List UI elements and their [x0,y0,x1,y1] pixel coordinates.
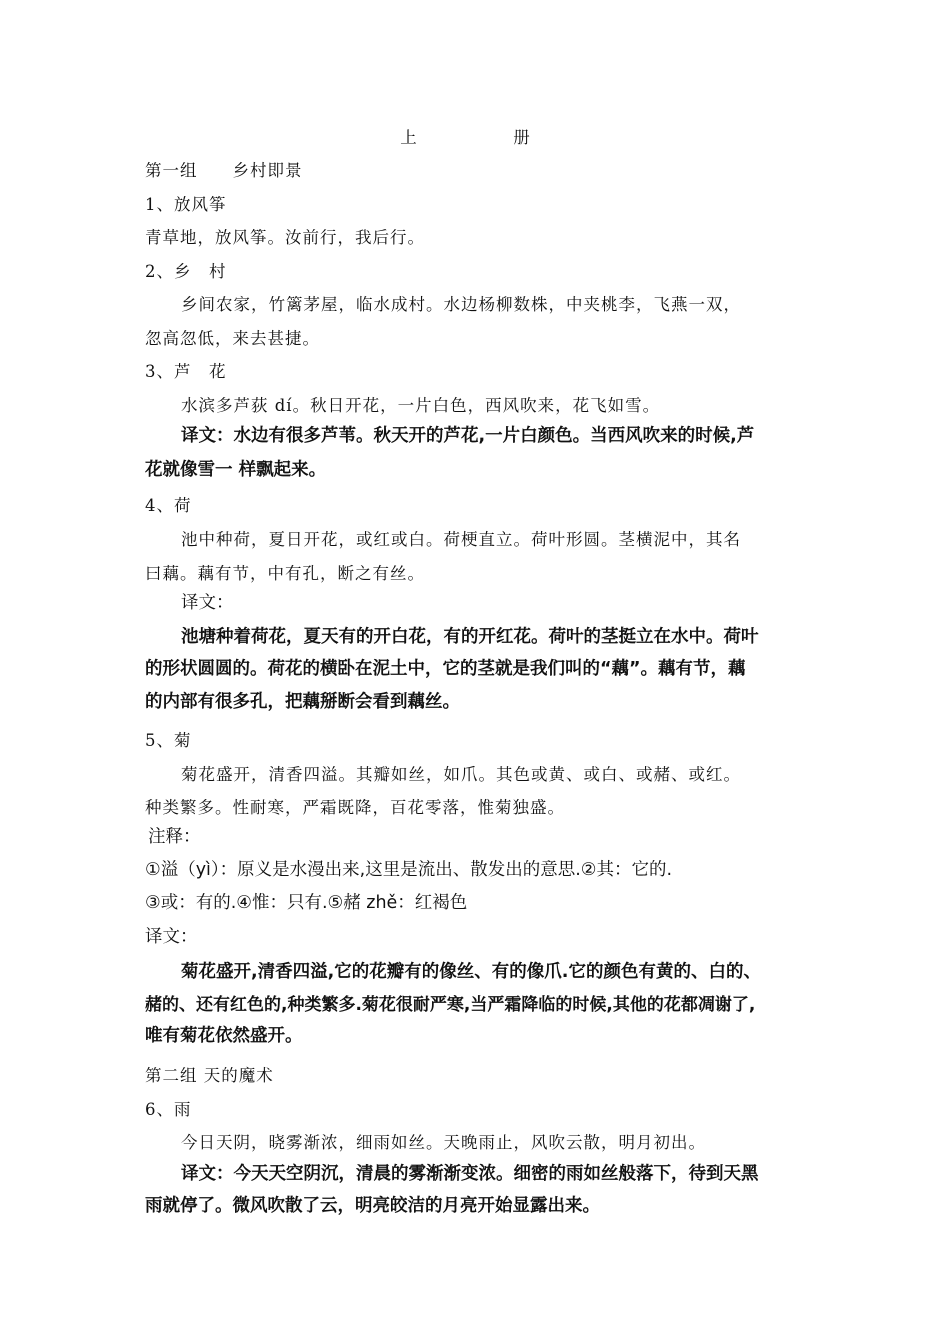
translation-6-line1: 译文：今天天空阴沉，清晨的雾渐渐变浓。细密的雨如丝般落下，待到天黑 [181,1164,759,1184]
lesson-heading-2: 2、乡 村 [145,262,227,281]
lesson-heading-5: 5、菊 [145,731,192,750]
lesson-heading-6: 6、雨 [145,1100,192,1119]
lesson-heading-4: 4、荷 [145,496,192,515]
translation-3-line2: 花就像雪一 样飘起来。 [145,460,327,480]
translation-4-label: 译文： [181,593,234,613]
lesson-text-2-line1: 乡间农家，竹篱茅屋，临水成村。水边杨柳数株，中夹桃李，飞燕一双， [181,295,741,314]
lesson-heading-1: 1、放风筝 [145,195,227,214]
translation-4-line3: 的内部有很多孔，把藕掰断会看到藕丝。 [145,692,460,712]
translation-5-label: 译文： [145,927,198,947]
lesson-text-4-line1: 池中种荷，夏日开花，或红或白。荷梗直立。荷叶形圆。茎横泥中，其名 [181,530,741,549]
lesson-text-4-line2: 曰藕。藕有节，中有孔，断之有丝。 [145,564,425,583]
translation-5-line2: 赭的、还有红色的,种类繁多.菊花很耐严寒,当严霜降临的时候,其他的花都凋谢了, [145,995,756,1015]
translation-5-line3: 唯有菊花依然盛开。 [145,1026,303,1046]
lesson-text-5-line2: 种类繁多。性耐寒，严霜既降，百花零落，惟菊独盛。 [145,798,565,817]
group-heading-1: 第一组 乡村即景 [145,161,303,180]
group-heading-2: 第二组 天的魔术 [145,1066,274,1085]
translation-4-line1: 池塘种着荷花，夏天有的开白花，有的开红花。荷叶的茎挺立在水中。荷叶 [181,627,759,647]
translation-3-line1: 译文：水边有很多芦苇。秋天开的芦花,一片白颜色。当西风吹来的时候,芦 [181,426,755,446]
lesson-text-6: 今日天阴，晓雾渐浓，细雨如丝。天晚雨止，风吹云散，明月初出。 [181,1133,706,1152]
notes-5-label: 注释： [148,827,201,847]
translation-6-line2: 雨就停了。微风吹散了云，明亮皎洁的月亮开始显露出来。 [145,1196,600,1216]
lesson-text-3: 水滨多芦荻 dí。秋日开花，一片白色，西风吹来，花飞如雪。 [181,396,661,415]
notes-5-line1: ①溢（yì）：原义是水漫出来,这里是流出、散发出的意思.②其：它的. [145,860,673,880]
translation-4-line2: 的形状圆圆的。荷花的横卧在泥土中，它的茎就是我们叫的“藕”。藕有节，藕 [145,659,746,679]
notes-5-line2: ③或：有的.④惟：只有.⑤赭 zhě：红褐色 [145,893,468,913]
lesson-text-5-line1: 菊花盛开，清香四溢。其瓣如丝，如爪。其色或黄、或白、或赭、或红。 [181,765,741,784]
page-title: 上 册 [400,128,570,147]
lesson-text-1: 青草地，放风筝。汝前行，我后行。 [145,228,425,247]
translation-5-line1: 菊花盛开,清香四溢,它的花瓣有的像丝、有的像爪.它的颜色有黄的、白的、 [181,962,761,982]
lesson-text-2-line2: 忽高忽低，来去甚捷。 [145,329,320,348]
lesson-heading-3: 3、芦 花 [145,362,227,381]
